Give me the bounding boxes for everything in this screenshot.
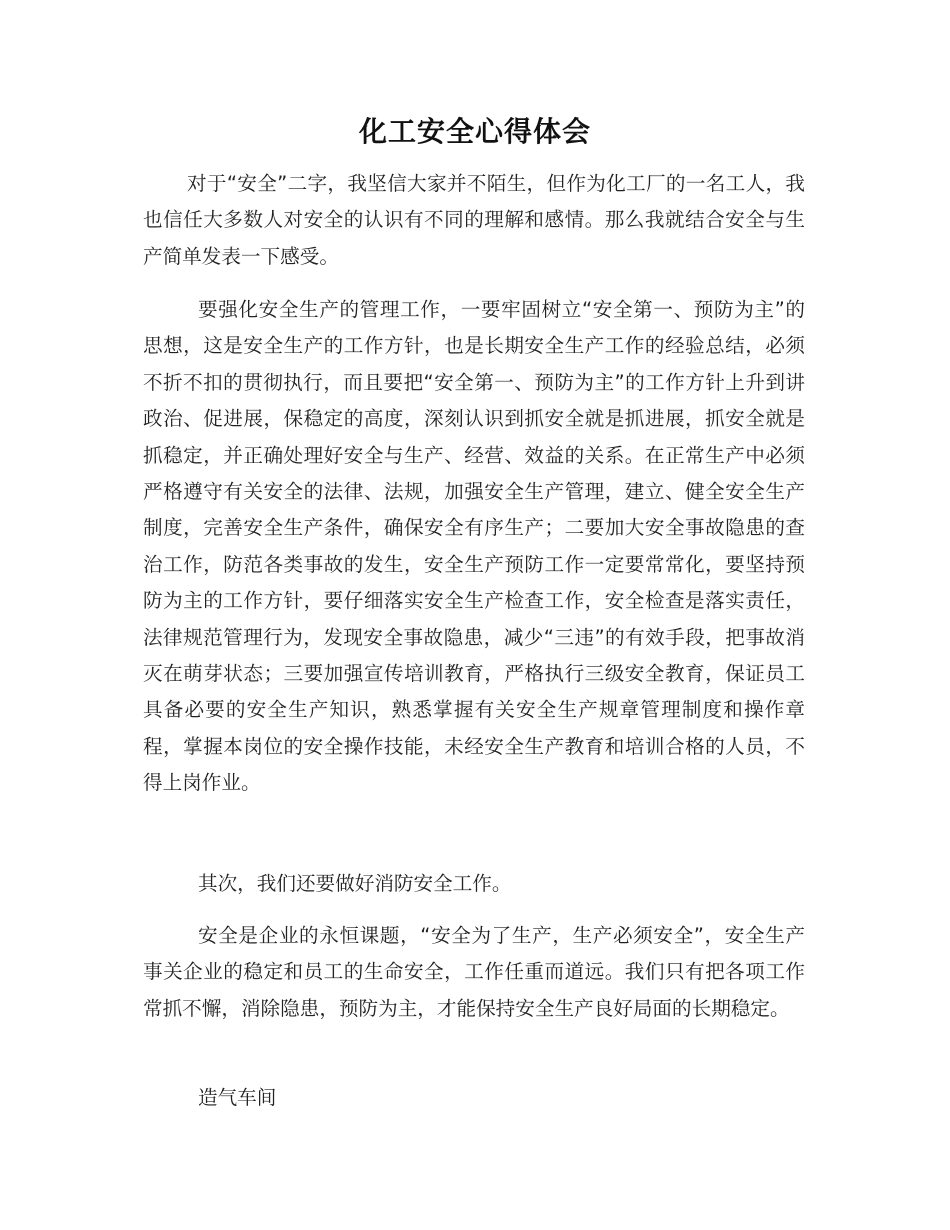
- paragraph-conclusion: 安全是企业的永恒课题，“安全为了生产，生产必须安全”，安全生产事关企业的稳定和员工的生命安全，工作任重而道远。我们只有把各项工作常抓不懈，消除隐患，预防为主，才能保持安全生产良好局面的长期稳定。: [143, 924, 805, 1020]
- paragraph-fire-safety: 其次，我们还要做好消防安全工作。: [198, 872, 512, 895]
- paragraph-management: 要强化安全生产的管理工作，一要牢固树立“安全第一、预防为主”的思想，这是安全生产的工作方针，也是长期安全生产工作的经验总结，必须不折不扣的贯彻执行，而且要把“安全第一、预防为主”的工作方针上升到讲政治、促进展，保稳定的高度，深刻认识到抓安全就是抓进展，抓安全就是抓稳定，并正确处理好安全与生产、经营、效益的关系。在正常生产中必须严格遵守有关安全的法律、法规，加强安全生产管理，建立、健全安全生产制度，完善安全生产条件，确保安全有序生产；二要加大安全事故隐患的查治工作，防范各类事故的发生，安全生产预防工作一定要常常化，要坚持预防为主的工作方针，要仔细落实安全生产检查工作，安全检查是落实责任，法律规范管理行为，发现安全事故隐患，减少“三违”的有效手段，把事故消灭在萌芽状态；三要加强宣传培训教育，严格执行三级安全教育，保证员工具备必要的安全生产知识，熟悉掌握有关安全生产规章管理制度和操作章程，掌握本岗位的安全操作技能，未经安全生产教育和培训合格的人员，不得上岗作业。: [143, 298, 805, 795]
- document-title: 化工安全心得体会: [358, 115, 591, 148]
- paragraph-intro: 对于“安全”二字，我坚信大家并不陌生，但作为化工厂的一名工人，我也信任大多数人对安全的认识有不同的理解和感情。那么我就结合安全与生产简单发表一下感受。: [143, 172, 805, 268]
- signature: 造气车间: [198, 1086, 277, 1109]
